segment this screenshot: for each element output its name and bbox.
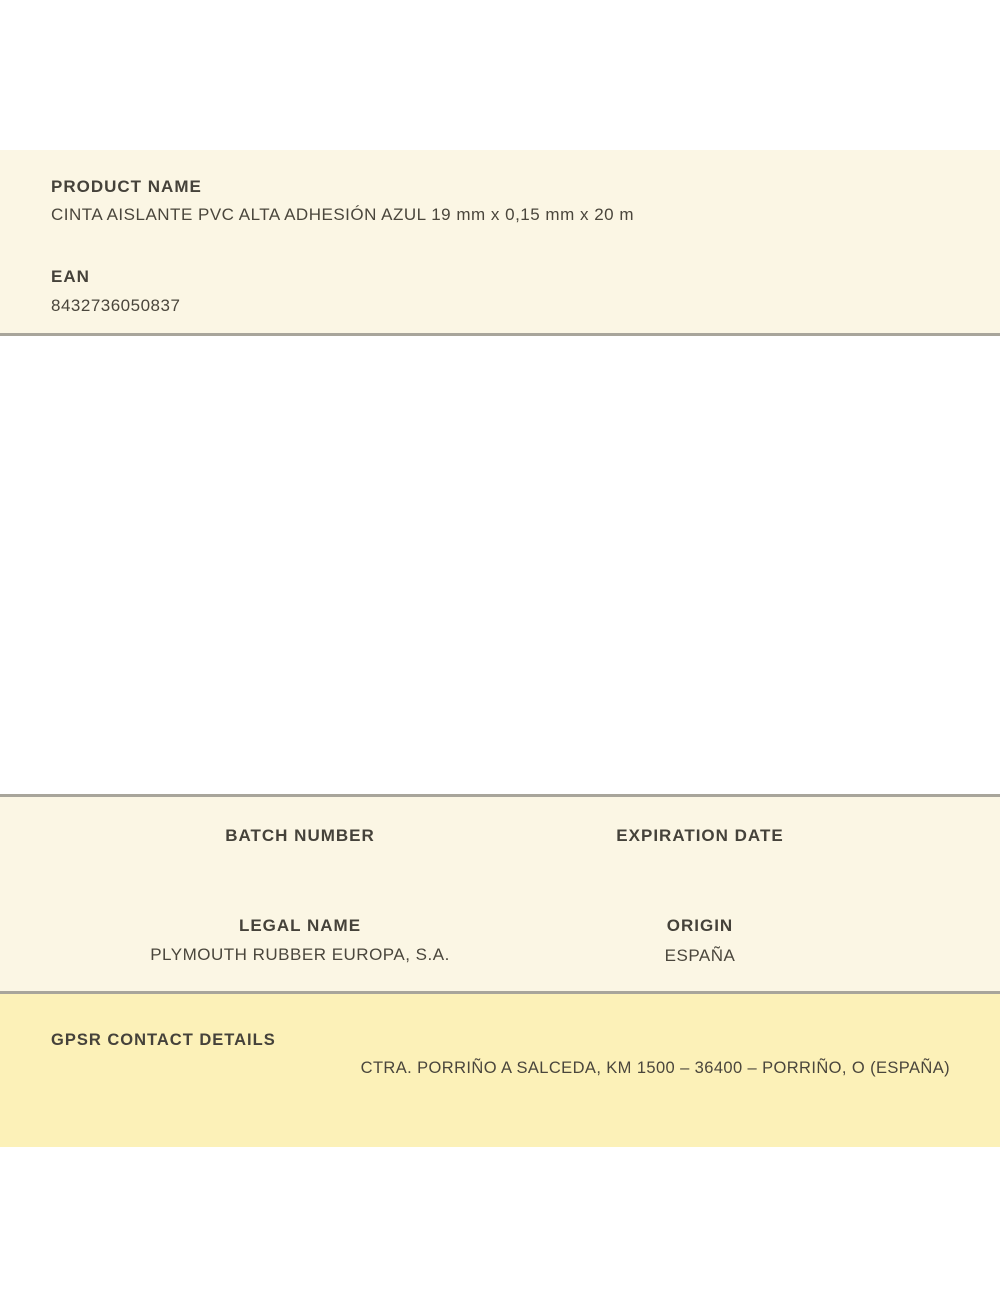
ean-label: EAN	[51, 267, 90, 286]
gpsr-contact-details-label: GPSR CONTACT DETAILS	[51, 1031, 276, 1049]
origin-field	[500, 915, 900, 967]
legal-name-value: PLYMOUTH RUBBER EUROPA, S.A.	[150, 945, 450, 965]
legal-name-field	[100, 915, 500, 966]
ean-value: 8432736050837	[51, 296, 181, 315]
expiration-date-field	[500, 825, 900, 846]
origin-label: ORIGIN	[666, 916, 734, 935]
product-name-label: PRODUCT NAME	[51, 177, 202, 196]
batch-number-label: BATCH NUMBER	[225, 826, 375, 845]
gpsr-contact-address: CTRA. PORRIÑO A SALCEDA, KM 1500 – 36400 – PORRIÑO, O (ESPAÑA)	[360, 1059, 950, 1077]
product-info-section	[0, 150, 1000, 336]
product-name-value: CINTA AISLANTE PVC ALTA ADHESIÓN AZUL 19 mm x 0,15 mm x 20 m	[51, 205, 634, 224]
gpsr-contact-section	[0, 994, 1000, 1147]
batch-number-field	[100, 825, 500, 846]
expiration-date-label: EXPIRATION DATE	[616, 826, 784, 845]
batch-info-section	[0, 794, 1000, 994]
legal-name-label: LEGAL NAME	[238, 916, 362, 935]
origin-value: ESPAÑA	[664, 946, 736, 966]
